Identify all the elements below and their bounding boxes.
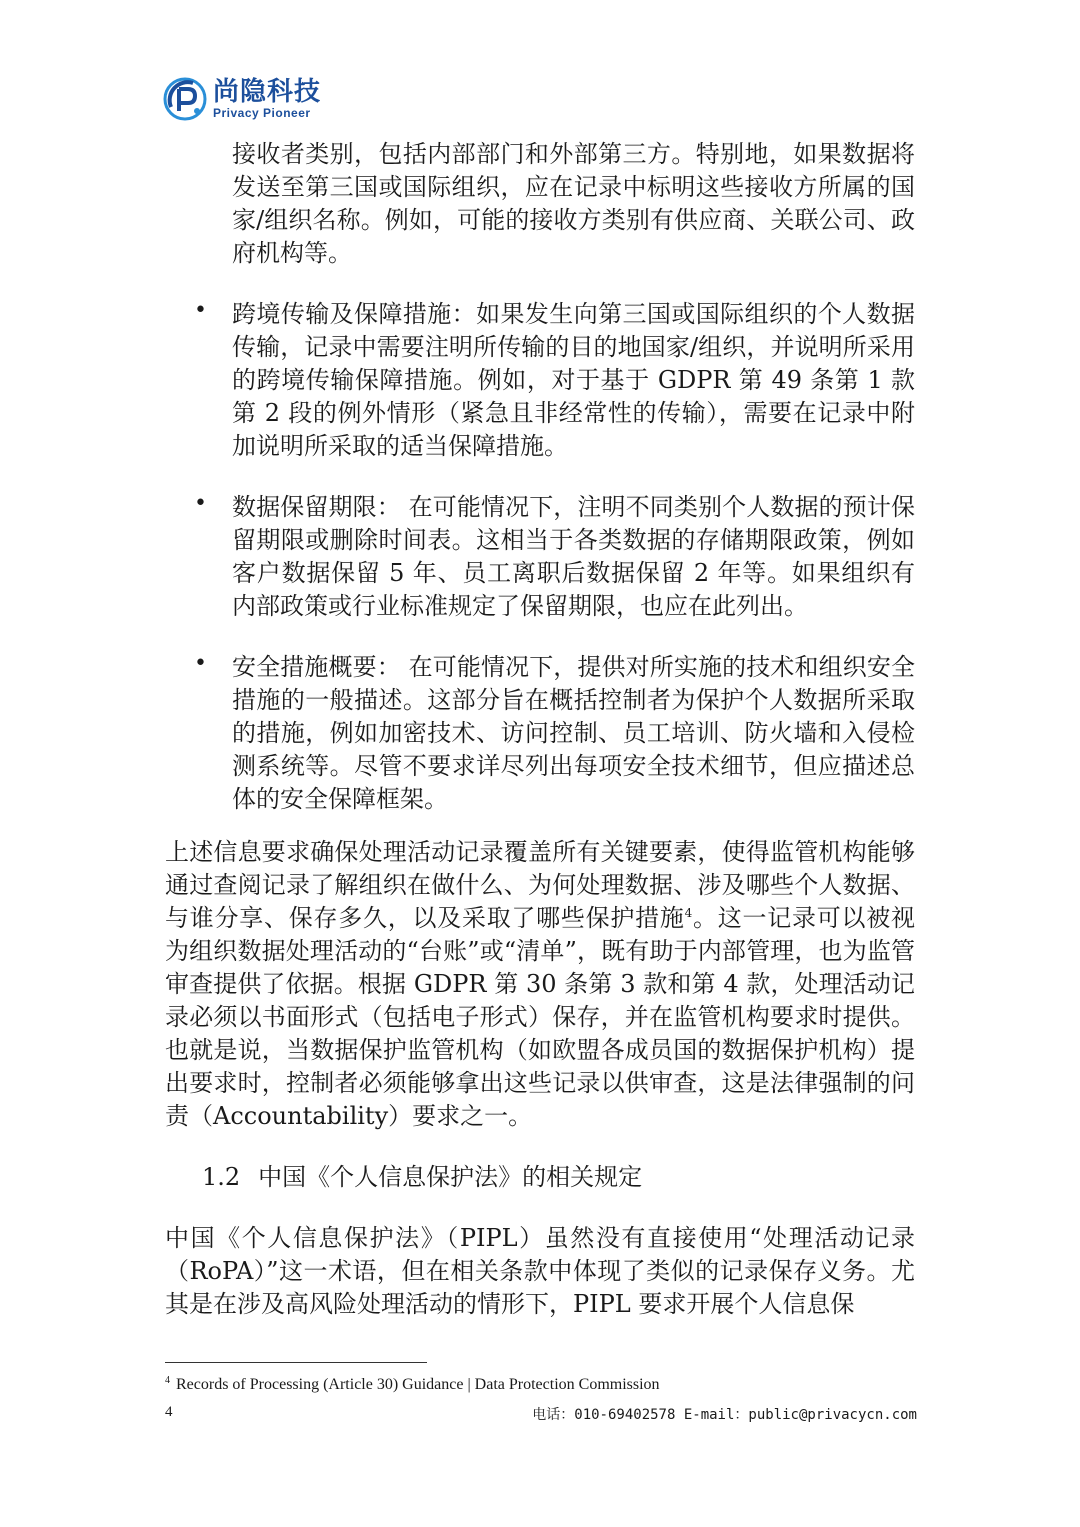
- footnote-divider: [165, 1362, 427, 1363]
- company-logo: [163, 76, 321, 122]
- bullet-icon: •: [194, 298, 207, 323]
- bullet-item-retention: [194, 491, 915, 623]
- bullet-icon: •: [194, 651, 207, 676]
- bullet-text: 跨境传输及保障措施：如果发生向第三国或国际组织的个人数据传输，记录中需要注明所传输的目的地国家/组织，并说明所采用的跨境传输保障措施。例如，对于基于 GDPR 第 49 条第 1 款第 2 段的例外情形（紧急且非经常性的传输），需要在记录中附加说明所采取的适当保障措施。: [232, 300, 915, 460]
- spacer: [165, 463, 915, 491]
- logo-english-name: Privacy Pioneer: [213, 106, 311, 120]
- summary-paragraph: [165, 836, 915, 1133]
- page-footer: [165, 1404, 917, 1424]
- pipl-intro-paragraph: 中国《个人信息保护法》（PIPL）虽然没有直接使用“处理活动记录（RoPA）”这一术语，但在相关条款中体现了类似的记录保存义务。尤其是在涉及高风险处理活动的情形下，PIPL 要求开展个人信息保: [165, 1224, 915, 1318]
- bullet-text: 安全措施概要： 在可能情况下，提供对所实施的技术和组织安全措施的一般描述。这部分旨在概括控制者为保护个人数据所采取的措施，例如加密技术、访问控制、员工培训、防火墙和入侵检测系统等。尽管不要求详尽列出每项安全技术细节，但应描述总体的安全保障框架。: [232, 653, 915, 813]
- section-title: 中国《个人信息保护法》的相关规定: [258, 1163, 643, 1191]
- contact-info: 电话：010-69402578 E-mail：public@privacycn.com: [532, 1407, 917, 1423]
- summary-text-part2: 。这一记录可以被视为组织数据处理活动的“台账”或“清单”，既有助于内部管理，也为监管审查提供了依据。根据 GDPR 第 30 条第 3 款和第 4 款，处理活动记录必须以书面形式（包括电子形式）保存，并在监管机构要求时提供。也就是说，当数据保护监管机构（如欧盟各成员国的数据保护机构）提出要求时，控制者必须能够拿出这些记录以供审查，这是法律强制的问责（Accountability）要求之一。: [165, 904, 916, 1130]
- recipients-paragraph: 接收者类别，包括内部部门和外部第三方。特别地，如果数据将发送至第三国或国际组织，应在记录中标明这些接收方所属的国家/组织名称。例如，可能的接收方类别有供应商、关联公司、政府机构等。: [232, 140, 915, 267]
- section-number: 1.2: [202, 1163, 241, 1191]
- footnote: [165, 1376, 660, 1394]
- section-heading: [202, 1161, 915, 1194]
- spacer: [165, 816, 915, 836]
- footnote-reference[interactable]: 4: [684, 906, 693, 920]
- bullet-icon: •: [194, 491, 207, 516]
- spacer: [165, 1194, 915, 1222]
- bullet-item-transfer: [194, 298, 915, 463]
- spacer: [165, 270, 915, 298]
- footnote-marker: 4: [165, 1374, 170, 1386]
- privacy-pioneer-logo-icon: [163, 77, 207, 121]
- spacer: [165, 1133, 915, 1161]
- bullet-text: 数据保留期限： 在可能情况下，注明不同类别个人数据的预计保留期限或删除时间表。这相当于各类数据的存储期限政策，例如客户数据保留 5 年、员工离职后数据保留 2 年等。如果组织有内部政策或行业标准规定了保留期限，也应在此列出。: [232, 493, 915, 620]
- footnote-text: Records of Processing (Article 30) Guidance | Data Protection Commission: [176, 1376, 660, 1393]
- logo-chinese-name: 尚隐科技: [213, 77, 322, 107]
- summary-text-part1: 上述信息要求确保处理活动记录覆盖所有关键要素，使得监管机构能够通过查阅记录了解组织在做什么、为何处理数据、涉及哪些个人数据、与谁分享、保存多久，以及采取了哪些保护措施: [165, 838, 915, 932]
- page-number: 4: [165, 1404, 173, 1420]
- bullet-item-security: [194, 651, 915, 816]
- spacer: [165, 623, 915, 651]
- page-body: [165, 138, 915, 1321]
